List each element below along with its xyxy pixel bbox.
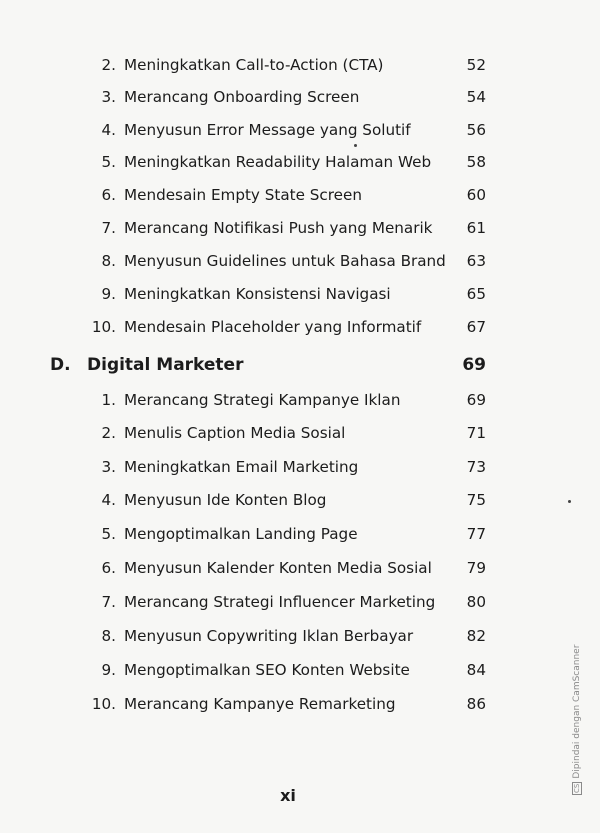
toc-item: [0, 554, 600, 582]
toc-item-title: Merancang Strategi Kampanye Iklan: [124, 391, 401, 409]
toc-item-title: Meningkatkan Konsistensi Navigasi: [124, 285, 391, 303]
toc-item-page: 54: [466, 88, 486, 106]
toc-item-page: 79: [466, 559, 486, 577]
toc-item: [0, 313, 600, 341]
toc-item-number: 9.: [101, 285, 116, 303]
toc-item-number: 5.: [101, 153, 116, 171]
section-page: 69: [462, 355, 486, 375]
toc-item-number: 5.: [101, 525, 116, 543]
toc-item-number: 6.: [101, 559, 116, 577]
toc-item-page: 73: [466, 458, 486, 476]
toc-item-title: Menyusun Guidelines untuk Bahasa Brand: [124, 252, 446, 270]
toc-item-title: Meningkatkan Call-to-Action (CTA): [124, 56, 384, 74]
toc-item-number: 8.: [101, 627, 116, 645]
toc-item-number: 10.: [91, 318, 116, 336]
toc-item: [0, 690, 600, 718]
toc-item-title: Mengoptimalkan SEO Konten Website: [124, 661, 410, 679]
scan-speck: [354, 144, 357, 147]
toc-item-number: 4.: [101, 121, 116, 139]
toc-item-page: 56: [466, 121, 486, 139]
toc-item-number: 10.: [91, 695, 116, 713]
toc-item-page: 65: [466, 285, 486, 303]
toc-item: [0, 486, 600, 514]
toc-item: [0, 280, 600, 308]
toc-item-number: 2.: [101, 56, 116, 74]
toc-item-number: 9.: [101, 661, 116, 679]
toc-item: [0, 656, 600, 684]
toc-item-page: 84: [466, 661, 486, 679]
toc-item-number: 3.: [101, 458, 116, 476]
toc-item-title: Mendesain Empty State Screen: [124, 186, 362, 204]
toc-item-page: 86: [466, 695, 486, 713]
toc-item: [0, 116, 600, 144]
toc-item-title: Menulis Caption Media Sosial: [124, 424, 346, 442]
toc-item-page: 61: [466, 219, 486, 237]
toc-item: [0, 453, 600, 481]
toc-item-title: Merancang Notifikasi Push yang Menarik: [124, 219, 433, 237]
toc-item-page: 80: [466, 593, 486, 611]
toc-item-page: 58: [466, 153, 486, 171]
toc-item-number: 6.: [101, 186, 116, 204]
toc-item-title: Menyusun Ide Konten Blog: [124, 491, 327, 509]
toc-item-number: 7.: [101, 593, 116, 611]
toc-item-page: 69: [466, 391, 486, 409]
toc-item: [0, 588, 600, 616]
toc-item: [0, 622, 600, 650]
scan-speck: [568, 500, 571, 503]
toc-item-number: 7.: [101, 219, 116, 237]
toc-item-title: Mendesain Placeholder yang Informatif: [124, 318, 422, 336]
toc-item-title: Menyusun Kalender Konten Media Sosial: [124, 559, 432, 577]
page-number: xi: [280, 786, 296, 805]
scanner-watermark: [572, 645, 582, 795]
toc-item: [0, 181, 600, 209]
toc-section-heading: [0, 351, 600, 379]
toc-item-title: Merancang Strategi Influencer Marketing: [124, 593, 436, 611]
toc-item-number: 2.: [101, 424, 116, 442]
cs-logo-icon: CS: [573, 783, 581, 793]
toc-item-page: 63: [466, 252, 486, 270]
toc-item: [0, 148, 600, 176]
toc-item-page: 52: [466, 56, 486, 74]
toc-item-page: 60: [466, 186, 486, 204]
toc-item-title: Meningkatkan Email Marketing: [124, 458, 359, 476]
toc-item-page: 75: [466, 491, 486, 509]
section-title: Digital Marketer: [87, 355, 244, 375]
section-letter: D.: [50, 355, 71, 375]
toc-item-number: 1.: [101, 391, 116, 409]
toc-item-title: Menyusun Copywriting Iklan Berbayar: [124, 627, 414, 645]
toc-item-title: Menyusun Error Message yang Solutif: [124, 121, 411, 139]
toc-item-number: 8.: [101, 252, 116, 270]
toc-item-title: Merancang Onboarding Screen: [124, 88, 360, 106]
toc-item-number: 3.: [101, 88, 116, 106]
toc-item: [0, 214, 600, 242]
toc-item: [0, 419, 600, 447]
toc-item-title: Merancang Kampanye Remarketing: [124, 695, 396, 713]
toc-item: [0, 247, 600, 275]
toc-item-number: 4.: [101, 491, 116, 509]
toc-item-title: Mengoptimalkan Landing Page: [124, 525, 358, 543]
toc-item: [0, 386, 600, 414]
toc-item-title: Meningkatkan Readability Halaman Web: [124, 153, 432, 171]
toc-item-page: 67: [466, 318, 486, 336]
toc-item: [0, 51, 600, 79]
toc-item: [0, 520, 600, 548]
watermark-text: Dipindai dengan CamScanner: [572, 644, 582, 779]
toc-item: [0, 83, 600, 111]
toc-item-page: 82: [466, 627, 486, 645]
toc-item-page: 77: [466, 525, 486, 543]
toc-item-page: 71: [466, 424, 486, 442]
